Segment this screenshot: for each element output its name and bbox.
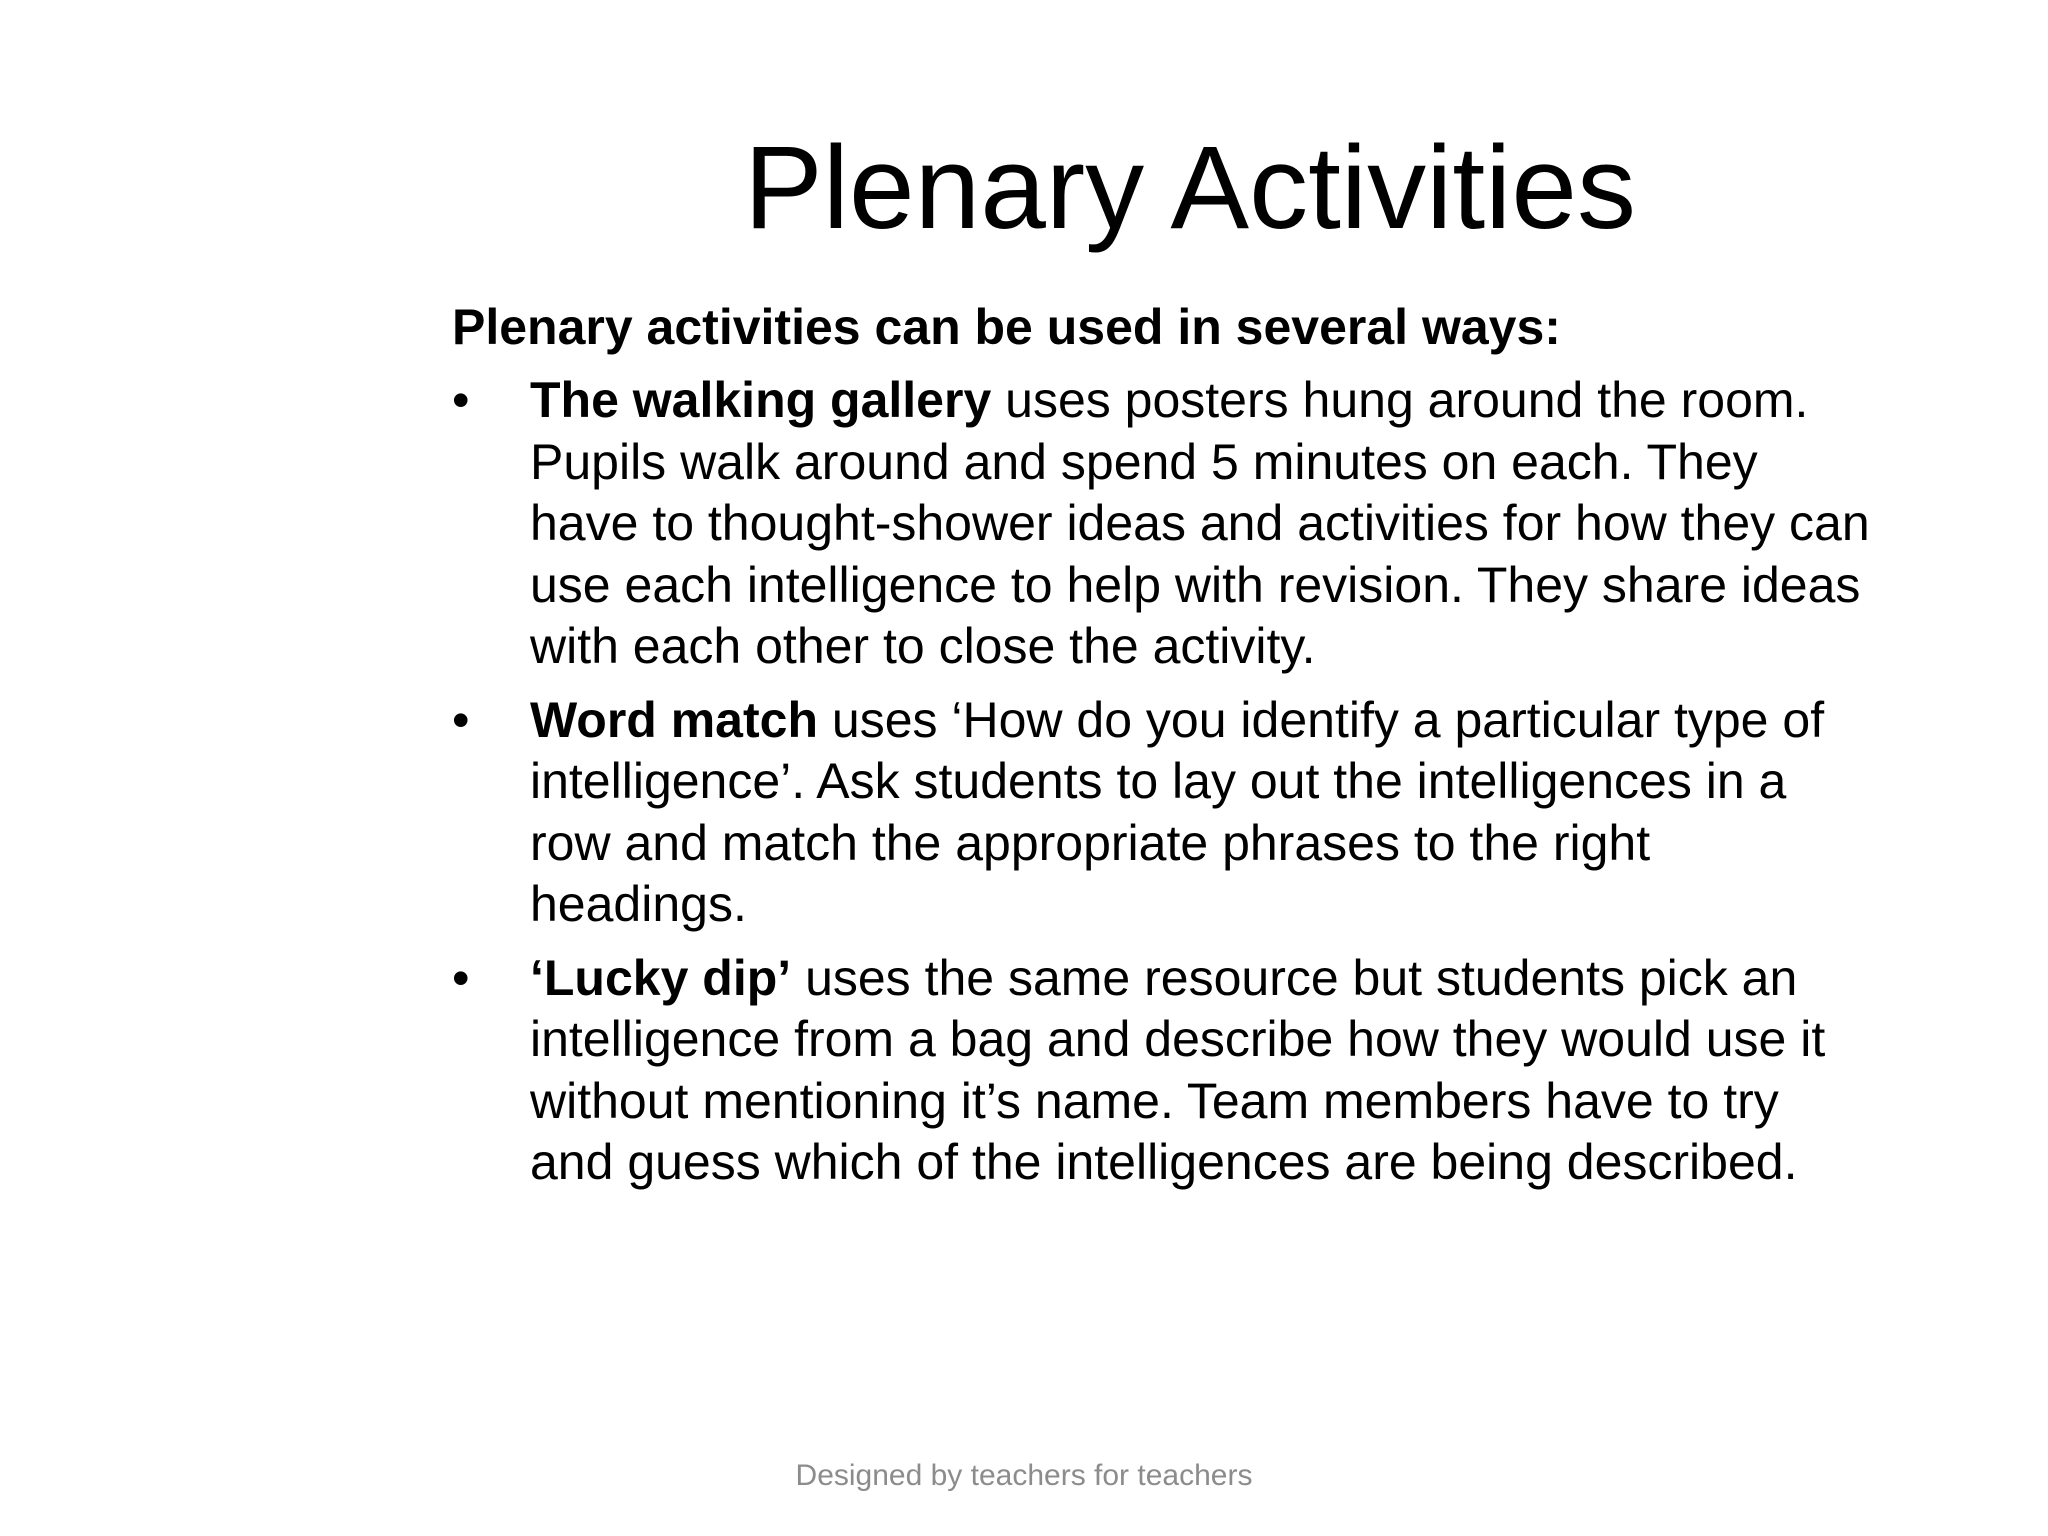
bullet-icon: •	[452, 949, 470, 1006]
footer-text: Designed by teachers for teachers	[795, 1459, 1253, 1492]
bullet-list	[452, 370, 1872, 1206]
bullet-text: uses posters hung around the room. Pupils walk around and spend 5 minutes on each. They have to thought-shower ideas and activities for how they can use each intelligence to help with revision. They share ideas with each other to close the activity.	[530, 372, 1870, 674]
bullet-heading: Word match	[530, 691, 818, 748]
bullet-text: uses the same resource but students pick an intelligence from a bag and describe how they would use it without mentioning it’s name. Team members have to try and guess which of the intelligences are being described.	[530, 949, 1826, 1190]
bullet-icon: •	[452, 691, 470, 748]
bullet-icon: •	[452, 372, 470, 428]
bullet-heading: ‘Lucky dip’	[530, 949, 792, 1006]
bullet-heading: The walking gallery	[530, 372, 992, 428]
bullet-text: uses ‘How do you identify a particular type of intelligence’. Ask students to lay out the intelligences in a row and match the appropriate phrases to the right headings.	[530, 691, 1825, 932]
slide-title: Plenary Activities	[744, 122, 1636, 254]
bullet-item-walking-gallery	[452, 370, 1872, 678]
bullet-item-word-match	[452, 690, 1872, 936]
bullet-item-lucky-dip	[452, 948, 1872, 1194]
intro-text: Plenary activities can be used in several ways:	[452, 299, 1561, 355]
